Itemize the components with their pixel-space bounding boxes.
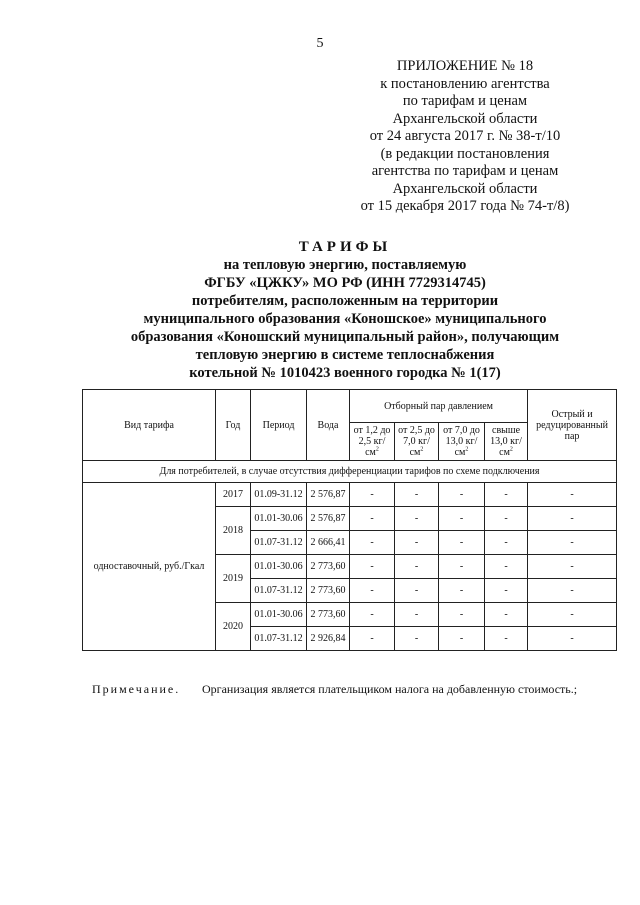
note-text: Организация является плательщиком налога на добавленную стоимость.; <box>202 682 578 696</box>
note-label: Примечание. <box>92 682 181 696</box>
title-line: тепловую энергию в системе теплоснабжения <box>195 347 495 363</box>
dash-cell: - <box>485 507 528 531</box>
dash-cell: - <box>439 579 485 603</box>
dash-cell: - <box>395 483 439 507</box>
dash-cell: - <box>350 579 395 603</box>
year-cell: 2017 <box>216 483 251 507</box>
title-line: потребителям, расположенным на территории <box>191 293 499 309</box>
dash-cell: - <box>528 603 617 627</box>
table-row <box>83 483 617 507</box>
dash-cell: - <box>528 507 617 531</box>
dash-cell: - <box>350 483 395 507</box>
water-cell: 2 666,41 <box>307 531 350 555</box>
dash-cell: - <box>485 579 528 603</box>
dash-cell: - <box>395 579 439 603</box>
dash-cell: - <box>528 531 617 555</box>
period-cell: 01.07-31.12 <box>251 579 307 603</box>
dash-cell: - <box>485 555 528 579</box>
dash-cell: - <box>528 579 617 603</box>
dash-cell: - <box>528 555 617 579</box>
period-cell: 01.07-31.12 <box>251 627 307 651</box>
appendix-line: ПРИЛОЖЕНИЕ № 18 <box>396 58 534 74</box>
page-number: 5 <box>316 36 324 51</box>
dash-cell: - <box>350 507 395 531</box>
appendix-line: по тарифам и ценам <box>402 93 528 109</box>
header-sharp-steam: Острый и редуцированный пар <box>528 390 617 461</box>
dash-cell: - <box>439 603 485 627</box>
dash-cell: - <box>350 627 395 651</box>
tariff-type-cell: одноставочный, руб./Гкал <box>83 483 216 651</box>
dash-cell: - <box>350 555 395 579</box>
year-cell: 2019 <box>216 555 251 603</box>
dash-cell: - <box>485 531 528 555</box>
header-steam-1: от 1,2 до 2,5 $кг/см^2$ <box>350 423 395 461</box>
dash-cell: - <box>350 531 395 555</box>
header-steam-2: от 2,5 до 7,0 $кг/см^2$ <box>395 423 439 461</box>
water-cell: 2 926,84 <box>307 627 350 651</box>
header-period: Период <box>251 390 307 461</box>
appendix-line: Архангельской области <box>392 180 538 197</box>
header-steam-group: Отборный пар давлением <box>350 390 528 423</box>
title-line: образования «Коношский муниципальный район», получающим <box>130 329 560 345</box>
tariffs-table <box>82 389 617 651</box>
water-cell: 2 773,60 <box>307 603 350 627</box>
appendix-line: от 15 декабря 2017 года № 74-т/8) <box>360 198 570 214</box>
period-cell: 01.01-30.06 <box>251 555 307 579</box>
water-cell: 2 576,87 <box>307 507 350 531</box>
dash-cell: - <box>439 483 485 507</box>
dash-cell: - <box>395 603 439 627</box>
dash-cell: - <box>395 555 439 579</box>
period-cell: 01.09-31.12 <box>251 483 307 507</box>
dash-cell: - <box>439 507 485 531</box>
header-steam-4: свыше 13,0 $кг/см^2$ <box>485 423 528 461</box>
section-note: Для потребителей, в случае отсутствия дифференциации тарифов по схеме подключения <box>83 461 617 483</box>
header-tariff-type: Вид тарифа <box>83 390 216 461</box>
dash-cell: - <box>439 531 485 555</box>
appendix-line: от 24 августа 2017 г. № 38-т/10 <box>369 128 561 144</box>
water-cell: 2 773,60 <box>307 579 350 603</box>
water-cell: 2 773,60 <box>307 555 350 579</box>
appendix-line: агентства по тарифам и ценам <box>371 163 559 179</box>
period-cell: 01.07-31.12 <box>251 531 307 555</box>
header-year: Год <box>216 390 251 461</box>
dash-cell: - <box>485 627 528 651</box>
header-water: Вода <box>307 390 350 461</box>
period-cell: 01.01-30.06 <box>251 507 307 531</box>
year-cell: 2020 <box>216 603 251 651</box>
appendix-block <box>330 58 600 216</box>
dash-cell: - <box>439 627 485 651</box>
title-line: муниципального образования «Коношское» муниципального <box>143 311 547 327</box>
period-cell: 01.01-30.06 <box>251 603 307 627</box>
title-line: котельной № 1010423 военного городка № 1(17) <box>189 365 501 381</box>
dash-cell: - <box>395 627 439 651</box>
title-line: на тепловую энергию, поставляемую <box>223 257 467 273</box>
dash-cell: - <box>528 483 617 507</box>
title-heading: ТАРИФЫ <box>298 239 392 255</box>
dash-cell: - <box>395 507 439 531</box>
appendix-line: к постановлению агентства <box>380 75 550 92</box>
dash-cell: - <box>485 483 528 507</box>
year-cell: 2018 <box>216 507 251 555</box>
water-cell: 2 576,87 <box>307 483 350 507</box>
note-block <box>92 682 578 697</box>
dash-cell: - <box>395 531 439 555</box>
dash-cell: - <box>350 603 395 627</box>
dash-cell: - <box>485 603 528 627</box>
dash-cell: - <box>439 555 485 579</box>
appendix-line: (в редакции постановления <box>380 145 550 162</box>
document-title <box>60 238 630 382</box>
title-line: ФГБУ «ЦЖКУ» МО РФ (ИНН 7729314745) <box>204 275 486 291</box>
appendix-line: Архангельской области <box>392 110 538 127</box>
dash-cell: - <box>528 627 617 651</box>
header-steam-3: от 7,0 до 13,0 $кг/см^2$ <box>439 423 485 461</box>
